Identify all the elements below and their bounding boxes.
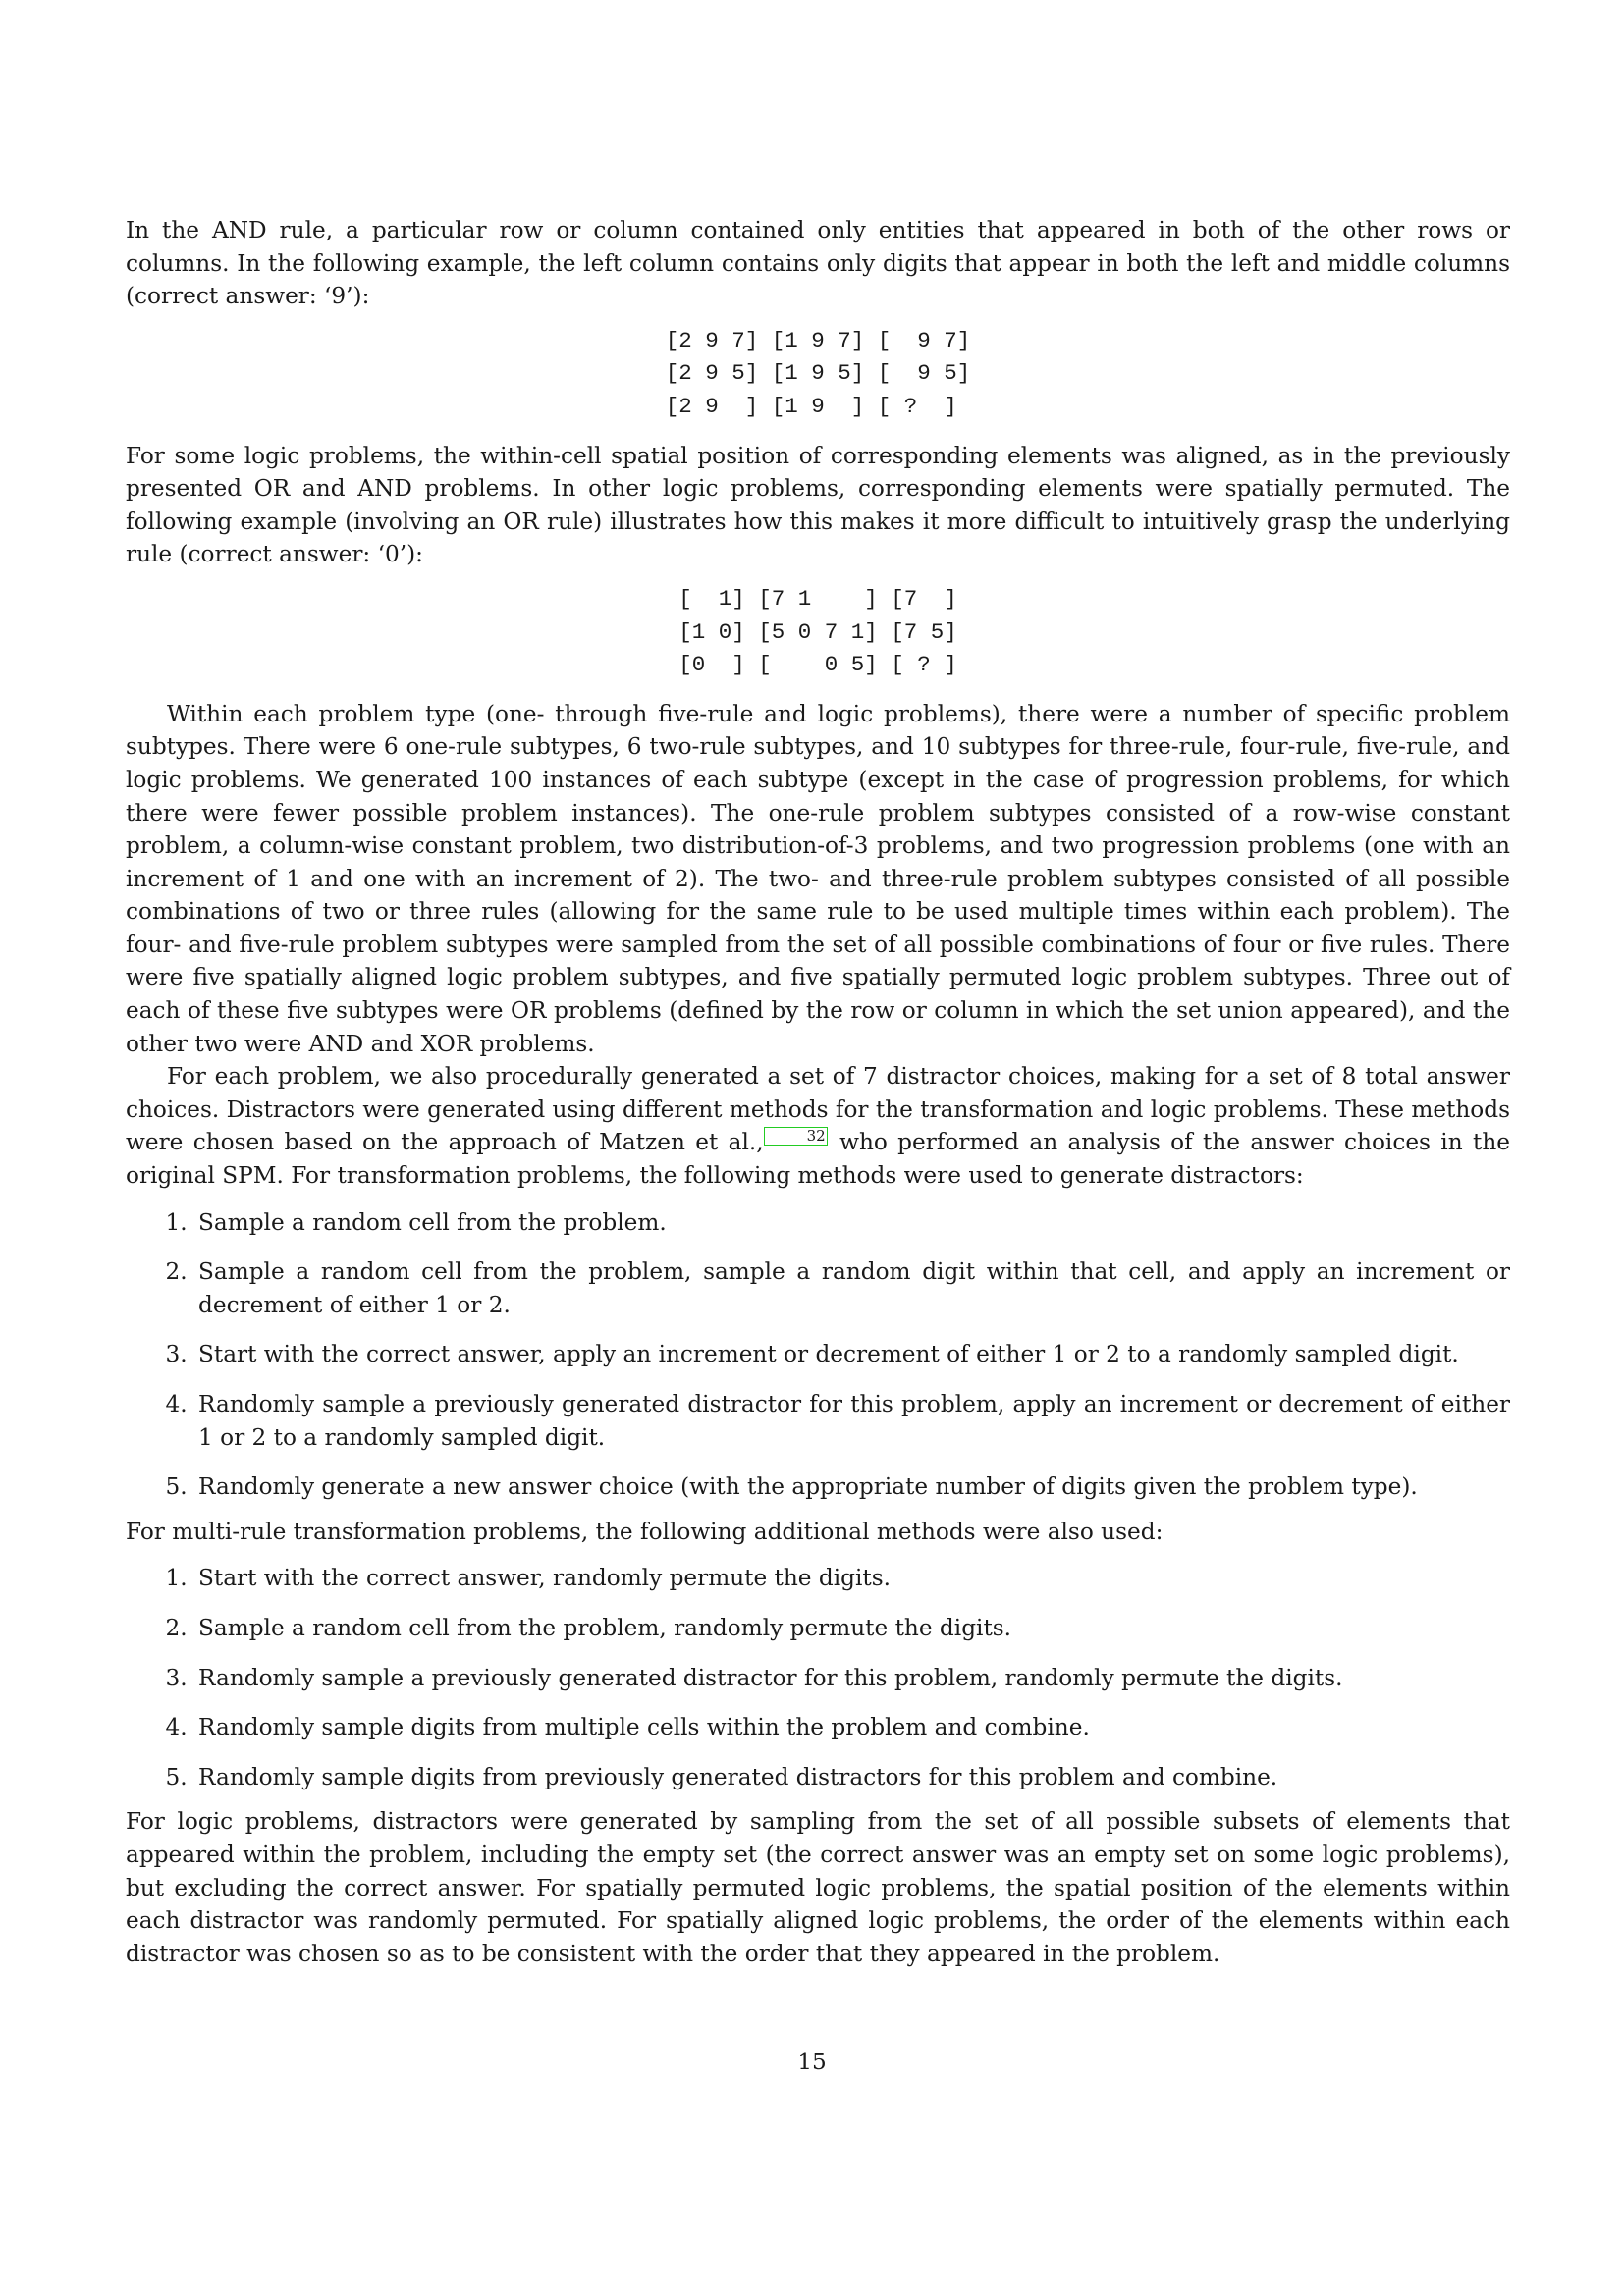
list-item: 1. Start with the correct answer, randomly permute the digits. xyxy=(194,1562,1510,1595)
paragraph-distractors xyxy=(126,1060,1510,1192)
paragraph-logic: For logic problems, distractors were generated by sampling from the set of all possible subsets of elements that appeared within the problem, including the empty set (the correct answer was an empty set on some logic problems), but excluding the correct answer. For spatially permuted logic problems, the spatial position of the elements within each distractor was randomly permuted. For spatially aligned logic problems, the order of the elements within each distractor was chosen so as to be consistent with the order that they appeared in the problem. xyxy=(126,1808,1510,1967)
list-item: 4. Randomly sample digits from multiple cells within the problem and combine. xyxy=(194,1711,1510,1744)
list-item: 5. Randomly sample digits from previously generated distractors for this problem and combine. xyxy=(194,1761,1510,1794)
matrix-row: [2 9 ] [1 9 ] [ ? ] xyxy=(665,393,957,419)
matrix-row: [2 9 7] [1 9 7] [ 9 7] xyxy=(665,327,971,353)
matrix-row: [1 0] [5 0 7 1] [7 5] xyxy=(678,618,957,645)
matrix-or-example xyxy=(126,583,1510,682)
citation-link[interactable]: 32 xyxy=(764,1127,828,1146)
list-item: 2. Sample a random cell from the problem, randomly permute the digits. xyxy=(194,1612,1510,1645)
matrix-row: [2 9 5] [1 9 5] [ 9 5] xyxy=(665,360,971,387)
list-item: 3. Start with the correct answer, apply an increment or decrement of either 1 or 2 to a randomly sampled digit. xyxy=(194,1338,1510,1371)
paragraph-spatial: For some logic problems, the within-cell spatial position of corresponding elements was aligned, as in the previously presented OR and AND problems. In other logic problems, corresponding elements were spatially permuted. The following example (involving an OR rule) illustrates how this makes it more difficult to intuitively grasp the underlying rule (correct answer: ‘0’): xyxy=(126,442,1510,568)
list-item: 1. Sample a random cell from the problem. xyxy=(194,1206,1510,1240)
matrix-and-example xyxy=(126,325,1510,424)
page-body xyxy=(126,214,1510,1970)
matrix-row: [ 1] [7 1 ] [7 ] xyxy=(678,585,957,612)
list-item: 3. Randomly sample a previously generated distractor for this problem, randomly permute the digits. xyxy=(194,1662,1510,1695)
multirule-methods-list xyxy=(126,1562,1510,1793)
transformation-methods-list xyxy=(126,1206,1510,1504)
paragraph-distractors-a: For each problem, we also procedurally generated a set of 7 distractor choices, making for a set of 8 total answer choices. Distractors were generated using different methods for the transformation and logic problems. These methods were chosen based on the approach of Matzen et al., xyxy=(126,1063,1510,1156)
paragraph-subtypes: Within each problem type (one- through five-rule and logic problems), there were a number of specific problem subtypes. There were 6 one-rule subtypes, 6 two-rule subtypes, and 10 subtypes for three-rule, four-rule, five-rule, and logic problems. We generated 100 instances of each subtype (except in the case of progression problems, for which there were fewer possible problem instances). The one-rule problem subtypes consisted of a row-wise constant problem, a column-wise constant problem, two distribution-of-3 problems, and two progression problems (one with an increment of 1 and one with an increment of 2). The two- and three-rule problem subtypes consisted of all possible combinations of two or three rules (allowing for the same rule to be used multiple times within each problem). The four- and five-rule problem subtypes were sampled from the set of all possible combinations of four or five rules. There were five spatially aligned logic problem subtypes, and five spatially permuted logic problem subtypes. Three out of each of these five subtypes were OR problems (defined by the row or column in which the set union appeared), and the other two were AND and XOR problems. xyxy=(126,700,1510,1057)
matrix-row: [0 ] [ 0 5] [ ? ] xyxy=(678,652,957,678)
paragraph-distractors-b: who performed an analysis of the answer choices in the original SPM. For transformation problems, the following methods were used to generate distractors: xyxy=(126,1129,1510,1190)
list-item: 4. Randomly sample a previously generated distractor for this problem, apply an increment or decrement of either 1 or 2 to a randomly sampled digit. xyxy=(194,1388,1510,1454)
list-item: 5. Randomly generate a new answer choice (with the appropriate number of digits given the problem type). xyxy=(194,1470,1510,1504)
paragraph-and-rule: In the AND rule, a particular row or column contained only entities that appeared in both of the other rows or columns. In the following example, the left column contains only digits that appear in both the left and middle columns (correct answer: ‘9’): xyxy=(126,217,1510,310)
page-number: 15 xyxy=(797,2049,827,2075)
paragraph-multirule: For multi-rule transformation problems, the following additional methods were also used: xyxy=(126,1518,1164,1545)
list-item: 2. Sample a random cell from the problem, sample a random digit within that cell, and apply an increment or decrement of either 1 or 2. xyxy=(194,1255,1510,1321)
